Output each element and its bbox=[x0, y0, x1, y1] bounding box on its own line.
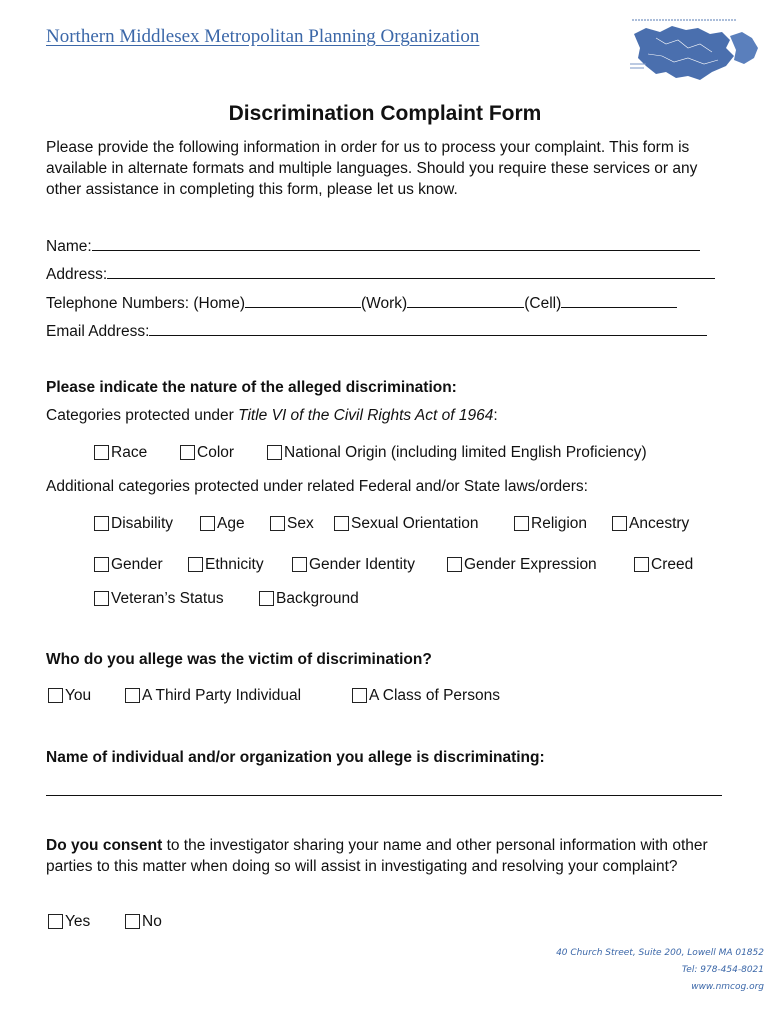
form-intro: Please provide the following information in order for us to process your complaint. This form is available in alternate formats and multiple languages. Should you require these services or any other assistance in completing this form, please let us know. bbox=[46, 139, 698, 198]
work-phone-label: (Work) bbox=[361, 295, 408, 312]
name-row bbox=[46, 236, 700, 256]
checkbox-icon[interactable] bbox=[48, 688, 63, 703]
additional-label: Additional categories protected under related Federal and/or State laws/orders: bbox=[46, 478, 588, 495]
checkbox-label: Race bbox=[111, 444, 148, 461]
email-label: Email Address: bbox=[46, 323, 150, 340]
checkbox-label: Creed bbox=[651, 556, 694, 573]
checkbox-icon[interactable] bbox=[94, 445, 109, 460]
checkbox-icon[interactable] bbox=[125, 688, 140, 703]
work-phone-field[interactable] bbox=[407, 293, 524, 308]
checkbox-icon[interactable] bbox=[267, 445, 282, 460]
checkbox-label: Color bbox=[197, 444, 235, 461]
checkbox-label: Yes bbox=[65, 913, 91, 930]
title-vi-act: Title VI of the Civil Rights Act of 1964 bbox=[238, 407, 494, 424]
checkbox-label: Religion bbox=[531, 515, 588, 532]
checkbox-icon[interactable] bbox=[180, 445, 195, 460]
title-vi-suffix: : bbox=[493, 407, 498, 424]
checkbox-icon[interactable] bbox=[94, 516, 109, 531]
checkbox-gender[interactable] bbox=[94, 556, 163, 574]
checkbox-ancestry[interactable] bbox=[612, 515, 689, 533]
checkbox-label: Gender Identity bbox=[309, 556, 415, 573]
phone-row bbox=[46, 293, 677, 313]
checkbox-race[interactable] bbox=[94, 444, 147, 462]
checkbox-ethnicity[interactable] bbox=[188, 556, 264, 574]
name-label: Name: bbox=[46, 238, 92, 255]
victim-heading: Who do you allege was the victim of discrimination? bbox=[46, 651, 432, 668]
checkbox-color[interactable] bbox=[180, 444, 234, 462]
checkbox-label: No bbox=[142, 913, 162, 930]
address-label: Address: bbox=[46, 266, 108, 283]
checkbox-icon[interactable] bbox=[188, 557, 203, 572]
checkbox-icon[interactable] bbox=[200, 516, 215, 531]
checkbox-yes[interactable] bbox=[48, 913, 90, 931]
checkbox-third-party[interactable] bbox=[125, 687, 301, 705]
checkbox-class-of-persons[interactable] bbox=[352, 687, 500, 705]
checkbox-icon[interactable] bbox=[94, 591, 109, 606]
checkbox-label: Background bbox=[276, 590, 359, 607]
checkbox-icon[interactable] bbox=[514, 516, 529, 531]
cell-phone-label: (Cell) bbox=[524, 295, 562, 312]
footer-website[interactable]: www.nmcog.org bbox=[691, 982, 764, 992]
checkbox-icon[interactable] bbox=[292, 557, 307, 572]
checkbox-label: National Origin (including limited English Proficiency) bbox=[284, 444, 647, 461]
checkbox-sex[interactable] bbox=[270, 515, 314, 533]
checkbox-label: Ethnicity bbox=[205, 556, 264, 573]
checkbox-creed[interactable] bbox=[634, 556, 693, 574]
checkbox-label: Veteran’s Status bbox=[111, 590, 224, 607]
checkbox-label: Gender Expression bbox=[464, 556, 597, 573]
checkbox-gender-identity[interactable] bbox=[292, 556, 415, 574]
checkbox-icon[interactable] bbox=[447, 557, 462, 572]
checkbox-label: A Third Party Individual bbox=[142, 687, 302, 704]
checkbox-you[interactable] bbox=[48, 687, 91, 705]
consent-text: to the investigator sharing your name and other personal information with other parties to this matter when doing so will assist in investigating and resolving your complaint? bbox=[46, 837, 708, 875]
consent-bold: Do you consent bbox=[46, 837, 163, 854]
address-row bbox=[46, 264, 715, 284]
checkbox-disability[interactable] bbox=[94, 515, 173, 533]
checkbox-age[interactable] bbox=[200, 515, 245, 533]
home-phone-field[interactable] bbox=[245, 293, 361, 308]
checkbox-label: You bbox=[65, 687, 92, 704]
checkbox-no[interactable] bbox=[125, 913, 162, 931]
accused-heading: Name of individual and/or organization you allege is discriminating: bbox=[46, 749, 545, 766]
checkbox-label: Age bbox=[217, 515, 245, 532]
email-field[interactable] bbox=[149, 321, 707, 336]
checkbox-icon[interactable] bbox=[48, 914, 63, 929]
checkbox-sexual-orientation[interactable] bbox=[334, 515, 479, 533]
title-vi-label bbox=[46, 407, 498, 425]
checkbox-icon[interactable] bbox=[125, 914, 140, 929]
checkbox-national-origin[interactable] bbox=[267, 444, 647, 462]
checkbox-icon[interactable] bbox=[352, 688, 367, 703]
checkbox-icon[interactable] bbox=[94, 557, 109, 572]
checkbox-label: Sex bbox=[287, 515, 314, 532]
checkbox-gender-expression[interactable] bbox=[447, 556, 597, 574]
email-row bbox=[46, 321, 707, 341]
checkbox-label: A Class of Persons bbox=[369, 687, 500, 704]
checkbox-icon[interactable] bbox=[334, 516, 349, 531]
footer-tel: Tel: 978-454-8021 bbox=[681, 965, 764, 975]
checkbox-label: Ancestry bbox=[629, 515, 690, 532]
title-vi-prefix: Categories protected under bbox=[46, 407, 239, 424]
consent-question bbox=[46, 835, 736, 877]
checkbox-icon[interactable] bbox=[634, 557, 649, 572]
checkbox-religion[interactable] bbox=[514, 515, 587, 533]
form-title: Discrimination Complaint Form bbox=[228, 102, 542, 125]
checkbox-veterans-status[interactable] bbox=[94, 590, 224, 608]
checkbox-icon[interactable] bbox=[270, 516, 285, 531]
region-map-logo bbox=[626, 14, 762, 84]
checkbox-label: Gender bbox=[111, 556, 163, 573]
cell-phone-field[interactable] bbox=[561, 293, 677, 308]
nature-heading: Please indicate the nature of the alleged discrimination: bbox=[46, 379, 457, 396]
checkbox-label: Sexual Orientation bbox=[351, 515, 479, 532]
address-field[interactable] bbox=[107, 264, 715, 279]
checkbox-icon[interactable] bbox=[259, 591, 274, 606]
accused-name-field[interactable] bbox=[46, 795, 722, 796]
organization-name: Northern Middlesex Metropolitan Planning Organization bbox=[46, 26, 480, 47]
home-phone-label: Telephone Numbers: (Home) bbox=[46, 295, 246, 312]
footer-address: 40 Church Street, Suite 200, Lowell MA 01852 bbox=[556, 948, 764, 958]
name-field[interactable] bbox=[92, 236, 700, 251]
checkbox-icon[interactable] bbox=[612, 516, 627, 531]
checkbox-label: Disability bbox=[111, 515, 174, 532]
checkbox-background[interactable] bbox=[259, 590, 359, 608]
